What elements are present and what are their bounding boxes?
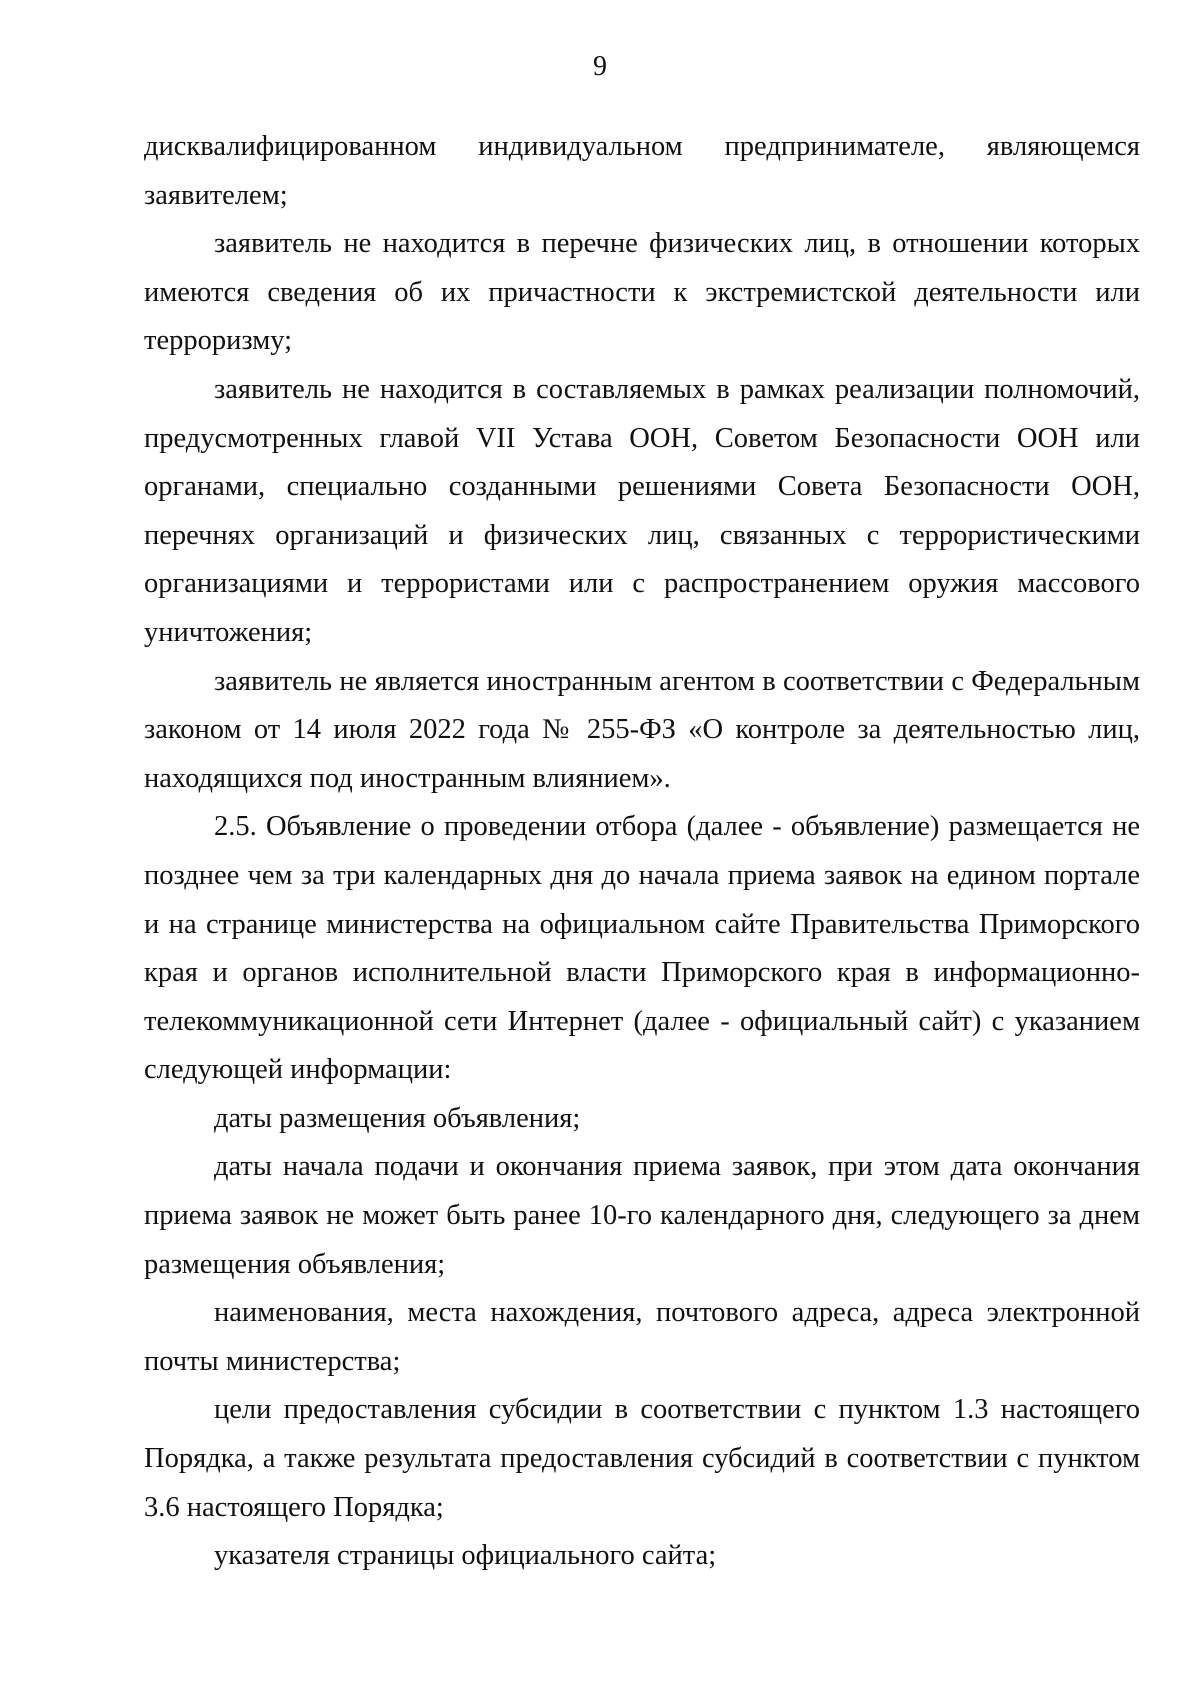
list-item-ministry-contacts: наименования, места нахождения, почтового адреса, адреса электронной почты министерства;: [144, 1297, 1140, 1377]
list-item-announcement-date: даты размещения объявления;: [214, 1102, 581, 1134]
paragraph-foreign-agent: заявитель не является иностранным агентом в соответствии с Федеральным законом от 14 июля 2022 года № 255-ФЗ «О контроле за деятельностью лиц, находящихся под иностранным влиянием».: [144, 665, 1140, 794]
document-body: [144, 123, 1140, 1581]
list-item-official-site-pointer: указателя страницы официального сайта;: [214, 1540, 717, 1572]
paragraph-disqualified-entrepreneur: дисквалифицированном индивидуальном предпринимателе, являющемся заявителем;: [144, 131, 1140, 211]
page-number: 9: [593, 51, 607, 82]
paragraph-extremism-list: заявитель не находится в перечне физических лиц, в отношении которых имеются сведения об их причастности к экстремистской деятельности или терроризму;: [144, 228, 1140, 357]
paragraph-un-security-council-lists: заявитель не находится в составляемых в рамках реализации полномочий, предусмотренных главой VII Устава ООН, Советом Безопасности ООН или органами, специально созданными решениями Совета Безопасности ООН, перечнях организаций и физических лиц, связанных с террористическими организациями и террористами или с распространением оружия массового уничтожения;: [144, 373, 1140, 648]
list-item-subsidy-goals: цели предоставления субсидии в соответствии с пунктом 1.3 настоящего Порядка, а также результата предоставления субсидий в соответствии с пунктом 3.6 настоящего Порядка;: [144, 1394, 1140, 1523]
list-item-application-dates: даты начала подачи и окончания приема заявок, при этом дата окончания приема заявок не может быть ранее 10-го календарного дня, следующего за днем размещения объявления;: [144, 1151, 1140, 1280]
paragraph-2-5-announcement: 2.5. Объявление о проведении отбора (далее - объявление) размещается не позднее чем за три календарных дня до начала приема заявок на едином портале и на странице министерства на официальном сайте Правительства Приморского края и органов исполнительной власти Приморского края в информационно-телекоммуникационной сети Интернет (далее - официальный сайт) с указанием следующей информации:: [144, 811, 1140, 1086]
